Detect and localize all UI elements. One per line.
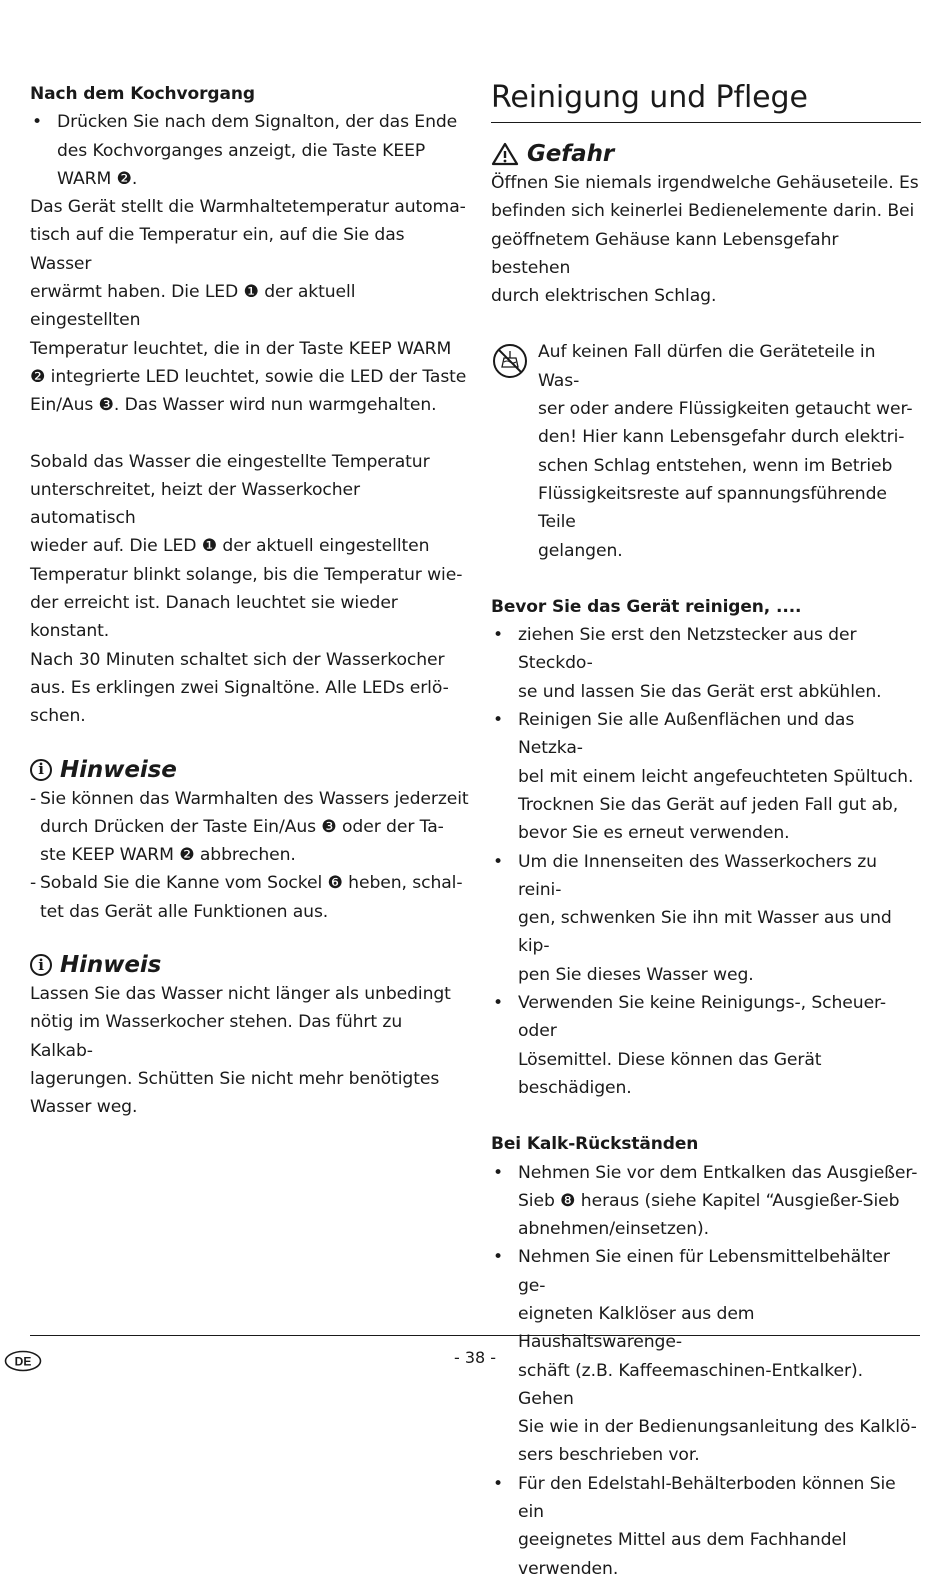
text-line: Wasser weg. bbox=[30, 1097, 138, 1118]
hinweise-title: Hinweise bbox=[60, 756, 177, 783]
text-line: - Sobald Sie die Kanne vom Sockel ❻ heben, schal- bbox=[40, 873, 463, 894]
text-line: Sieb ❽ heraus (siehe Kapitel “Ausgießer-Sieb bbox=[518, 1190, 900, 1211]
text-line: ste KEEP WARM ❷ abbrechen. bbox=[40, 845, 296, 866]
after-cooking-heading: Nach dem Kochvorgang bbox=[30, 84, 255, 104]
text-line: ❷ integrierte LED leuchtet, sowie die LED der Taste bbox=[30, 366, 467, 387]
text-line: des Kochvorganges anzeigt, die Taste KEEP bbox=[57, 140, 426, 161]
text-line: • Für den Edelstahl-Behälterboden können Sie ein bbox=[518, 1473, 896, 1523]
text-line: Lösemittel. Diese können das Gerät bbox=[518, 1049, 822, 1070]
text-line: Temperatur blinkt solange, bis die Temperatur wie- bbox=[30, 564, 463, 585]
limescale-heading: Bei Kalk-Rückständen bbox=[491, 1134, 699, 1155]
info-icon: i bbox=[30, 759, 52, 781]
language-code: DE bbox=[14, 1354, 32, 1369]
text-line: Lassen Sie das Wasser nicht länger als unbedingt bbox=[30, 984, 451, 1005]
text-line: Flüssigkeitsreste auf spannungsführende Teile bbox=[538, 483, 887, 533]
text-line: nötig im Wasserkocher stehen. Das führt zu Kalkab- bbox=[30, 1012, 403, 1061]
text-line: gelangen. bbox=[538, 540, 623, 561]
warning-triangle-icon bbox=[491, 142, 519, 166]
text-line: • Reinigen Sie alle Außenflächen und das Netzka- bbox=[518, 710, 855, 759]
list-item bbox=[491, 1159, 921, 1244]
text-line: - Sie können das Warmhalten des Wassers jederzeit bbox=[40, 788, 469, 809]
text-line: den! Hier kann Lebensgefahr durch elektri- bbox=[538, 427, 905, 448]
text-line: • Verwenden Sie keine Reinigungs-, Scheuer- oder bbox=[518, 993, 887, 1042]
text-line: • Nehmen Sie einen für Lebensmittelbehälter ge- bbox=[518, 1247, 890, 1296]
text-line: geeignetes Mittel aus dem Fachhandel bbox=[518, 1530, 847, 1551]
text-line: • Um die Innenseiten des Wasserkochers zu reini- bbox=[518, 851, 877, 900]
text-line: eigneten Kalklöser aus dem Haushaltswarenge- bbox=[518, 1303, 755, 1353]
footer-divider bbox=[30, 1335, 920, 1336]
text-line: schen. bbox=[30, 706, 86, 727]
text-line: • Nehmen Sie vor dem Entkalken das Ausgießer- bbox=[518, 1162, 918, 1183]
text-line: • Drücken Sie nach dem Signalton, der das Ende bbox=[57, 112, 458, 133]
list-item bbox=[491, 621, 921, 706]
after-cooking-list bbox=[30, 108, 470, 193]
list-item bbox=[30, 108, 470, 193]
text-line: der erreicht ist. Danach leuchtet sie wieder konstant. bbox=[30, 593, 398, 642]
text-line: schen Schlag entstehen, wenn im Betrieb bbox=[538, 455, 893, 476]
text-line: erwärmt haben. Die LED ❶ der aktuell eingestellten bbox=[30, 282, 356, 331]
before-cleaning-list bbox=[491, 621, 921, 1102]
text-line: unterschreitet, heizt der Wasserkocher automatisch bbox=[30, 479, 360, 529]
page-number: - 38 - bbox=[453, 1348, 497, 1367]
left-column bbox=[30, 80, 470, 1122]
text-line: pen Sie dieses Wasser weg. bbox=[518, 964, 754, 985]
text-line: lagerungen. Schütten Sie nicht mehr benötigtes bbox=[30, 1068, 440, 1089]
gefahr-text bbox=[491, 169, 921, 310]
text-line: Auf keinen Fall dürfen die Geräteteile in Was- bbox=[538, 342, 876, 391]
no-immersion-icon bbox=[491, 342, 529, 389]
text-line: Temperatur leuchtet, die in der Taste KEEP WARM bbox=[30, 338, 452, 359]
text-line: bevor Sie es erneut verwenden. bbox=[518, 823, 790, 844]
text-line: Ein/Aus ❸. Das Wasser wird nun warmgehalten. bbox=[30, 395, 437, 416]
text-line: geöffnetem Gehäuse kann Lebensgefahr bestehen bbox=[491, 229, 839, 278]
text-line: aus. Es erklingen zwei Signaltöne. Alle LEDs erlö- bbox=[30, 677, 449, 698]
text-line: schäft (z.B. Kaffeemaschinen-Entkalker). Gehen bbox=[518, 1360, 863, 1409]
list-item bbox=[491, 989, 921, 1102]
hinweis-text bbox=[30, 980, 470, 1121]
text-line: Trocknen Sie das Gerät auf jeden Fall gut ab, bbox=[518, 794, 899, 815]
list-item bbox=[491, 1470, 921, 1583]
list-item bbox=[30, 869, 470, 926]
list-item bbox=[491, 848, 921, 989]
hinweise-heading bbox=[30, 755, 470, 785]
text-line: WARM ❷. bbox=[57, 168, 138, 189]
limescale-list bbox=[491, 1159, 921, 1583]
reheat-paragraph bbox=[30, 448, 470, 731]
hinweis-title: Hinweis bbox=[60, 952, 162, 979]
text-line: verwenden. bbox=[518, 1558, 619, 1579]
list-item bbox=[30, 785, 470, 870]
text-line: Das Gerät stellt die Warmhaltetemperatur automa- bbox=[30, 197, 466, 218]
text-line: Nach 30 Minuten schaltet sich der Wasserkocher bbox=[30, 649, 445, 670]
text-line: gen, schwenken Sie ihn mit Wasser aus und kip- bbox=[518, 908, 892, 957]
hinweise-list bbox=[30, 785, 470, 926]
text-line: Sobald das Wasser die eingestellte Temperatur bbox=[30, 451, 430, 472]
hinweis-heading bbox=[30, 950, 470, 980]
text-line: bel mit einem leicht angefeuchteten Spültuch. bbox=[518, 766, 914, 787]
text-line: durch Drücken der Taste Ein/Aus ❸ oder der Ta- bbox=[40, 816, 444, 837]
text-line: • ziehen Sie erst den Netzstecker aus der Steckdo- bbox=[518, 625, 857, 674]
text-line: befinden sich keinerlei Bedienelemente darin. Bei bbox=[491, 201, 915, 222]
gefahr-title: Gefahr bbox=[527, 141, 615, 167]
info-icon: i bbox=[30, 954, 52, 976]
immersion-warning-text bbox=[538, 338, 921, 564]
text-line: se und lassen Sie das Gerät erst abkühlen. bbox=[518, 681, 882, 702]
text-line: tet das Gerät alle Funktionen aus. bbox=[40, 901, 329, 922]
text-line: durch elektrischen Schlag. bbox=[491, 286, 717, 307]
text-line: Sie wie in der Bedienungsanleitung des Kalklö- bbox=[518, 1417, 917, 1438]
gefahr-heading bbox=[491, 139, 921, 169]
before-cleaning-heading: Bevor Sie das Gerät reinigen, .... bbox=[491, 596, 802, 617]
warm-keeping-paragraph bbox=[30, 193, 470, 419]
text-line: abnehmen/einsetzen). bbox=[518, 1219, 709, 1240]
list-item bbox=[491, 706, 921, 847]
text-line: wieder auf. Die LED ❶ der aktuell eingestellten bbox=[30, 536, 430, 557]
text-line: Öffnen Sie niemals irgendwelche Gehäuseteile. Es bbox=[491, 173, 919, 193]
text-line: ser oder andere Flüssigkeiten getaucht wer- bbox=[538, 399, 913, 420]
text-line: tisch auf die Temperatur ein, auf die Sie das Wasser bbox=[30, 225, 405, 274]
immersion-warning bbox=[491, 338, 921, 564]
text-line: beschädigen. bbox=[518, 1077, 632, 1098]
text-line: sers beschrieben vor. bbox=[518, 1445, 700, 1466]
section-title: Reinigung und Pflege bbox=[491, 80, 921, 123]
